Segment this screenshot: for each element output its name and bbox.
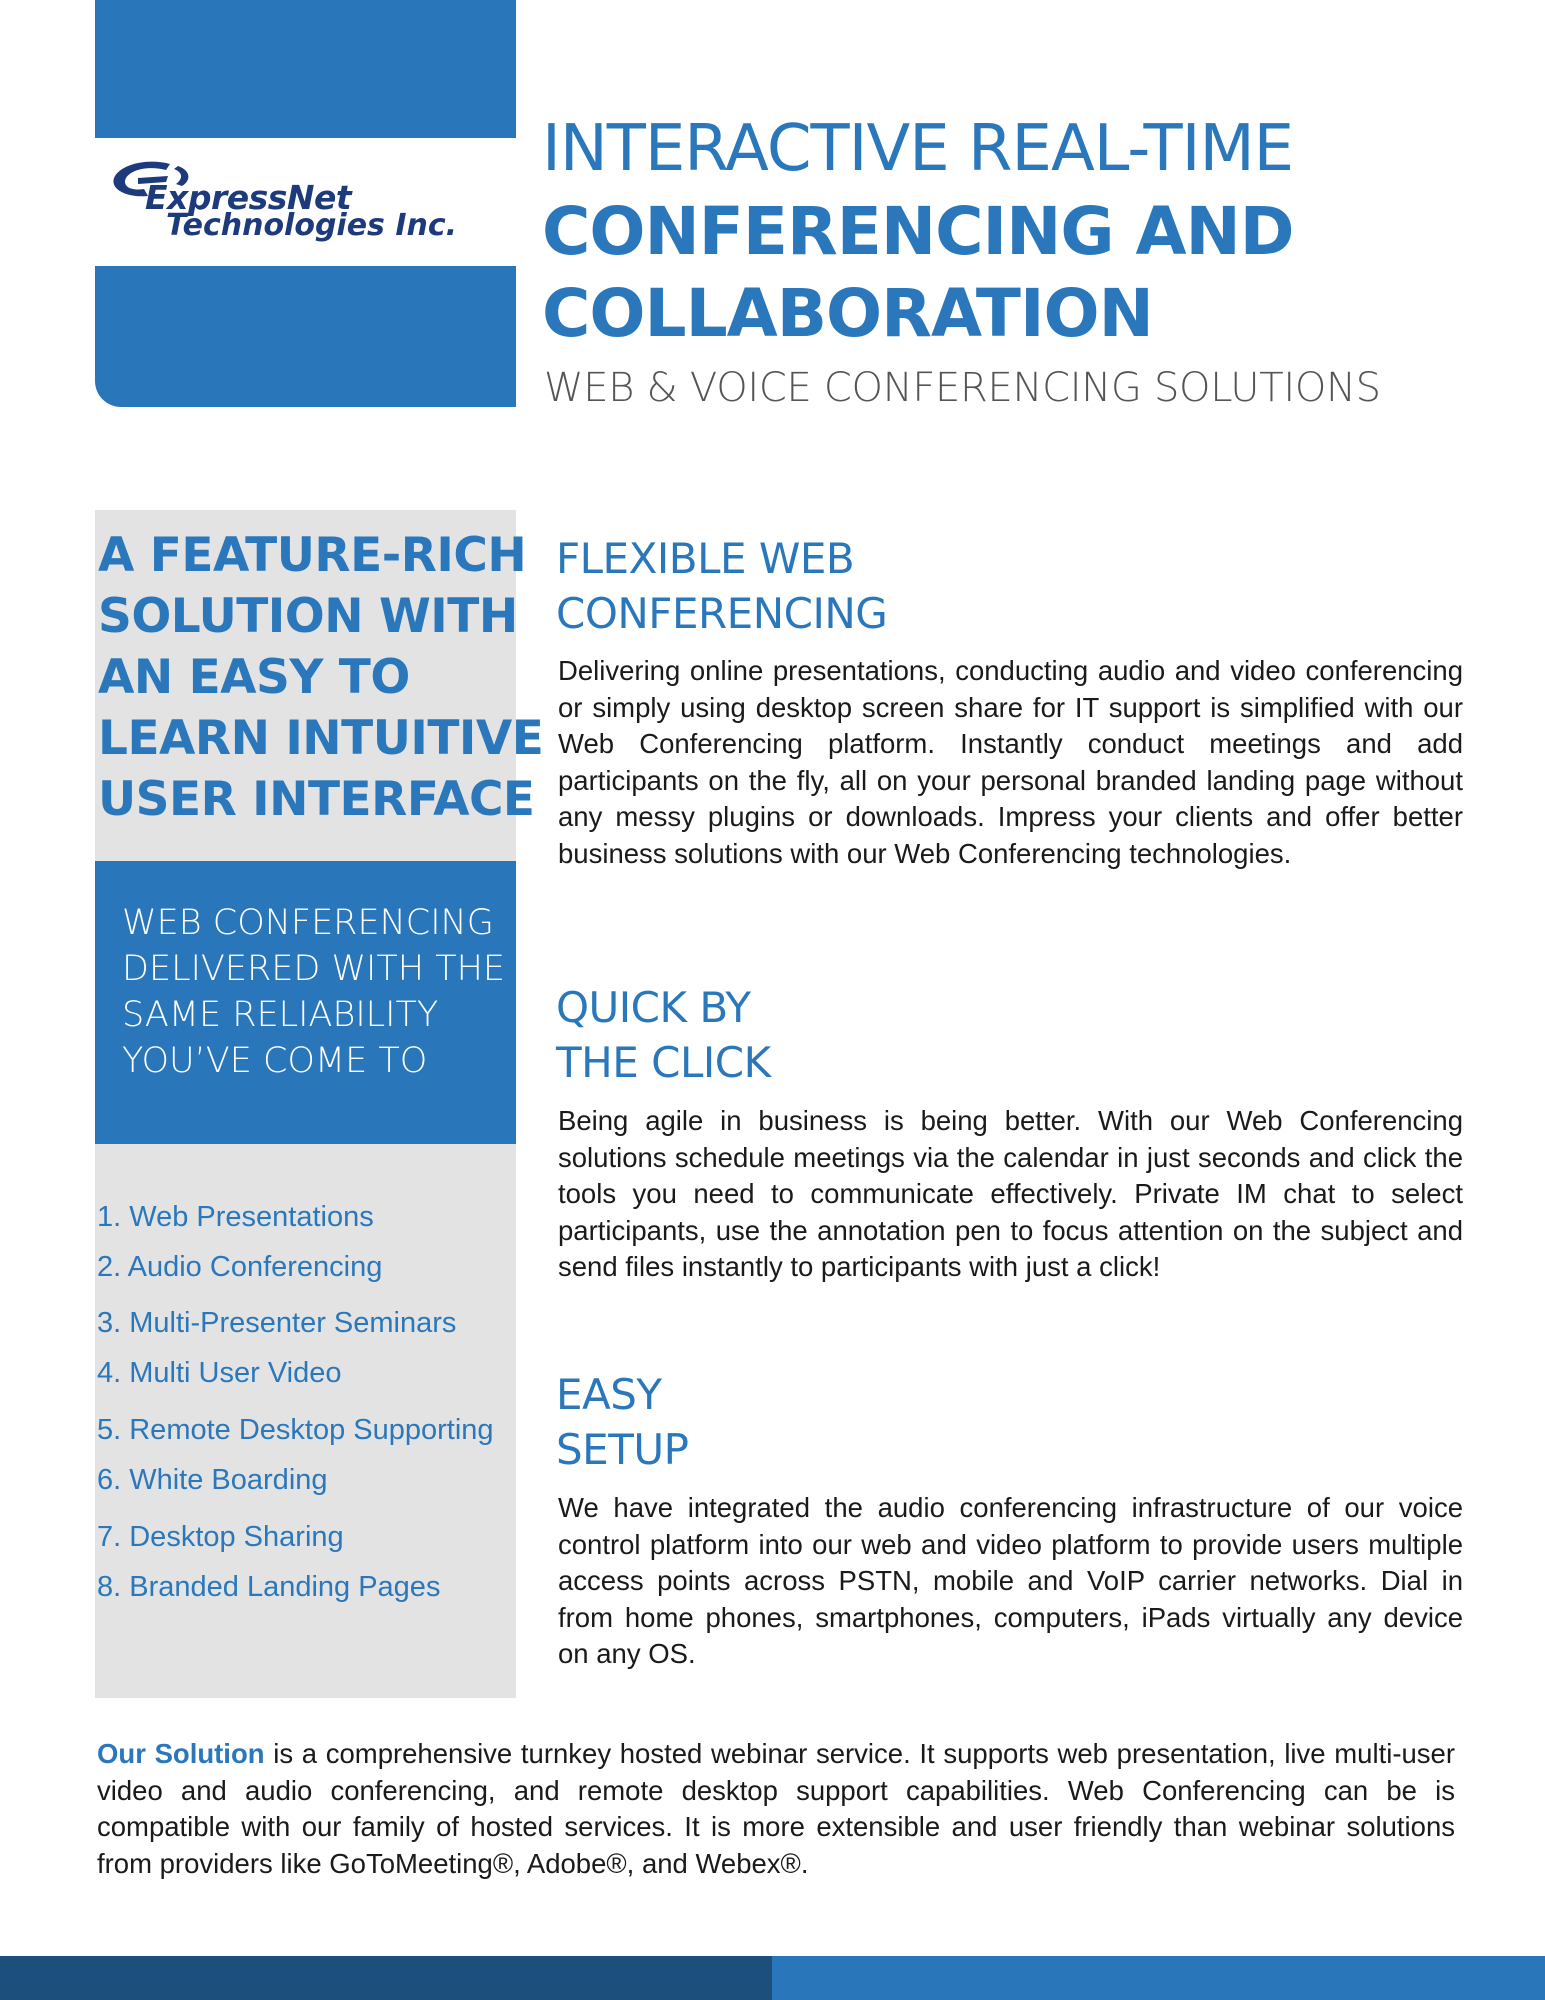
- sidebar-tagline-line: YOU’VE COME TO: [122, 1041, 428, 1081]
- section-title-line: THE CLICK: [556, 1038, 771, 1087]
- list-item: 6. White Boarding: [97, 1464, 328, 1496]
- section-title-line: CONFERENCING: [556, 589, 888, 638]
- section-body-easy-setup: We have integrated the audio conferencing infrastructure of our voice control platform into our web and video platform to provide users multiple access points across PSTN, mobile and VoIP carrier networks. Dial in from home phones, smartphones, computers, iPads virtually any device on any OS.: [558, 1492, 1463, 1670]
- solution-text: is a comprehensive turnkey hosted webinar service. It supports web presentation, live multi-user video and audio conferencing, and remote desktop support capabilities. Web Conferencing can be is compatible with our family of hosted services. It is more extensible and user friendly than webinar solutions from providers like GoToMeeting®, Adobe®, and Webex®.: [97, 1738, 1455, 1879]
- section-body-quick-click: Being agile in business is being better. With our Web Conferencing solutions schedule meetings via the calendar in just seconds and click the tools you need to communicate effectively. Private IM chat to select participants, use the annotation pen to focus attention on the subject and send files instantly to participants with just a click!: [558, 1105, 1463, 1283]
- list-item: 8. Branded Landing Pages: [97, 1571, 441, 1603]
- section-title-line: FLEXIBLE WEB: [556, 534, 855, 583]
- section-title-line: SETUP: [556, 1425, 689, 1474]
- list-item: 3. Multi-Presenter Seminars: [97, 1307, 457, 1339]
- sidebar-tagline-line: DELIVERED WITH THE: [122, 949, 506, 989]
- page-title-line-3: COLLABORATION: [542, 275, 1153, 352]
- footer-bar-right: [772, 1956, 1545, 2000]
- section-body-flexible-web: Delivering online presentations, conducting audio and video conferencing or simply using desktop screen share for IT support is simplified with our Web Conferencing platform. Instantly conduct meetings and add participants on the fly, all on your personal branded landing page without any messy plugins or downloads. Impress your clients and offer better business solutions with our Web Conferencing technologies.: [558, 655, 1463, 869]
- logo-panel-bottom: [95, 266, 516, 407]
- sidebar-heading-line: A FEATURE-RICH: [98, 528, 527, 583]
- list-item: 2. Audio Conferencing: [97, 1251, 383, 1283]
- sidebar-heading-line: LEARN INTUITIVE: [98, 711, 544, 766]
- solution-paragraph: [97, 1736, 1455, 1882]
- sidebar-tagline-line: WEB CONFERENCING: [122, 903, 494, 943]
- sidebar-tagline-line: SAME RELIABILITY: [122, 995, 439, 1035]
- list-item: 7. Desktop Sharing: [97, 1521, 344, 1553]
- sidebar-heading-line: USER INTERFACE: [98, 772, 535, 827]
- page-subtitle: WEB & VOICE CONFERENCING SOLUTIONS: [544, 365, 1381, 411]
- section-title-line: EASY: [556, 1370, 662, 1419]
- list-item: 4. Multi User Video: [97, 1357, 342, 1389]
- footer-bar-left: [0, 1956, 772, 2000]
- section-title-easy-setup: [556, 1367, 688, 1477]
- sidebar-heading-line: SOLUTION WITH: [98, 589, 518, 644]
- logo-subname: Technologies Inc.: [166, 208, 458, 243]
- sidebar-tagline: [122, 900, 505, 1084]
- section-title-quick-click: [556, 980, 771, 1090]
- logo-panel-top: [95, 0, 516, 138]
- logo-name: ExpressNet: [145, 178, 352, 217]
- section-title-flexible-web: [556, 531, 887, 641]
- sidebar-heading: [98, 525, 544, 830]
- sidebar-heading-line: AN EASY TO: [98, 650, 410, 705]
- page-title-line-2: CONFERENCING AND: [542, 193, 1294, 270]
- list-item: 1. Web Presentations: [97, 1201, 374, 1233]
- page-title-line-1: INTERACTIVE REAL-TIME: [542, 112, 1294, 186]
- section-title-line: QUICK BY: [556, 983, 751, 1032]
- list-item: 5. Remote Desktop Supporting: [97, 1414, 494, 1446]
- solution-lead: Our Solution: [97, 1738, 265, 1769]
